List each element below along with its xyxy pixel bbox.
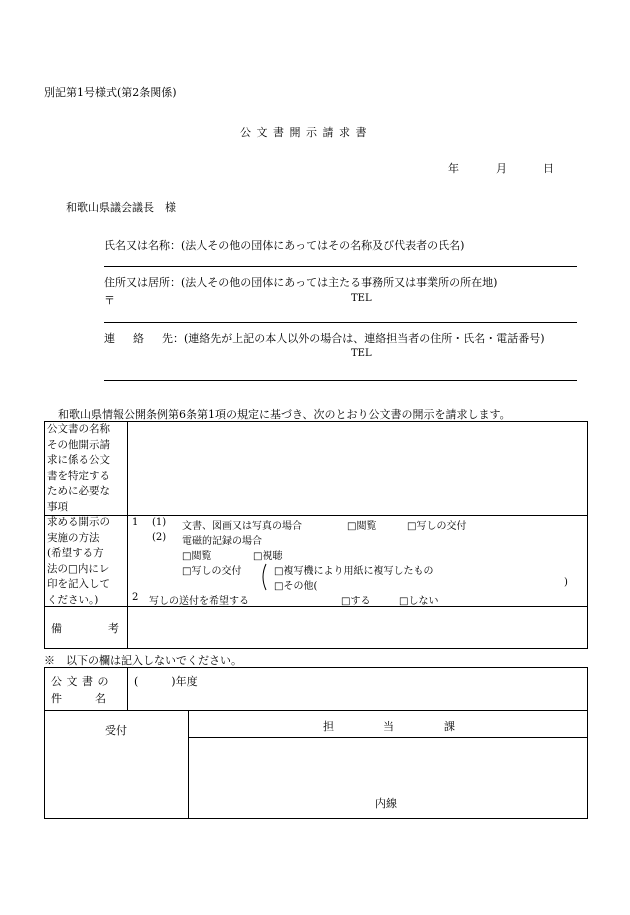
checkbox-other[interactable]: □その他( (274, 581, 318, 592)
checkbox-copier[interactable]: □複写機により用紙に複写したもの (274, 566, 434, 577)
address-tel-label: TEL (351, 293, 372, 304)
checkbox-listen[interactable]: □視聴 (253, 551, 283, 562)
checkbox-yes[interactable]: □する (341, 596, 371, 607)
date-year-label: 年 (448, 162, 459, 175)
option-1-1-number: (1) (152, 517, 167, 528)
dept-row-divider (188, 737, 587, 738)
date-day-label: 日 (543, 162, 554, 175)
reception-label: 受付 (105, 724, 127, 737)
option-electronic-case: 電磁的記録の場合 (182, 536, 262, 547)
document-subject-label-2: 件 名 (51, 692, 106, 705)
bracket-icon (258, 563, 268, 591)
contact-field-label: 先：(連絡先が上記の本人以外の場合は、連絡担当者の住所・氏名・電話番号) (162, 332, 545, 345)
checkbox-copy-electronic[interactable]: □写しの交付 (182, 566, 242, 577)
other-close-paren: ) (564, 577, 568, 588)
intro-statement: 和歌山県情報公開条例第6条第1項の規定に基づき、次のとおり公文書の開示を請求します。 (58, 408, 511, 421)
subject-column-divider (127, 667, 128, 711)
name-field-label: 氏名又は名称：(法人その他の団体にあってはその名称及び代表者の氏名) (104, 239, 465, 252)
contact-field-line[interactable] (104, 380, 577, 381)
option-1-2-number: (2) (152, 532, 167, 543)
document-subject-table (44, 667, 588, 711)
office-use-note: ※ 以下の欄は記入しないでください。 (44, 654, 242, 667)
option-mail-copy: 写しの送付を希望する (149, 596, 249, 607)
postal-mark: 〒 (104, 294, 115, 307)
option-2-number: 2 (132, 592, 139, 603)
date-month-label: 月 (496, 162, 507, 175)
option-1-number: 1 (132, 517, 139, 528)
remarks-input[interactable] (129, 608, 586, 647)
fiscal-year-label: ( )年度 (134, 675, 198, 688)
extension-label: 内線 (375, 797, 397, 810)
dept-label-char1: 担 (323, 720, 334, 733)
address-field-label: 住所又は居所：(法人その他の団体にあっては主たる事務所又は事業所の所在地) (104, 276, 498, 289)
disclosure-method-label: 求める開示の 実施の方法 (希望する方 法の□内にレ 印を記入して ください。) (47, 516, 110, 606)
document-name-input[interactable] (129, 423, 586, 514)
reception-column-divider (188, 711, 189, 818)
remarks-label-char2: 考 (108, 622, 119, 635)
remarks-label-char1: 備 (51, 622, 62, 635)
checkbox-copy[interactable]: □写しの交付 (407, 521, 467, 532)
document-subject-label-1: 公 文 書 の (51, 675, 109, 688)
table-row-divider-2 (44, 606, 588, 607)
addressee: 和歌山県議会議長 様 (66, 201, 176, 214)
contact-label-char1: 連 (104, 332, 115, 345)
dept-label-char2: 当 (383, 720, 394, 733)
option-document-case: 文書、図画又は写真の場合 (182, 521, 302, 532)
checkbox-no[interactable]: □しない (399, 596, 439, 607)
contact-tel-label: TEL (351, 348, 372, 359)
address-field-line[interactable] (104, 322, 577, 323)
table-row-divider-1 (44, 515, 588, 516)
contact-label-char2: 絡 (133, 332, 144, 345)
checkbox-view[interactable]: □閲覧 (347, 521, 377, 532)
dept-label-char3: 課 (444, 720, 455, 733)
document-name-label: 公文書の名称 その他開示請 求に係る公文 書を特定する ために必要な 事項 (47, 423, 110, 513)
form-number: 別記第1号様式(第2条関係) (44, 86, 177, 99)
name-field-line[interactable] (104, 266, 577, 267)
page-title: 公 文 書 開 示 請 求 書 (240, 126, 368, 139)
table-column-divider (127, 421, 128, 648)
checkbox-view-electronic[interactable]: □閲覧 (182, 551, 212, 562)
